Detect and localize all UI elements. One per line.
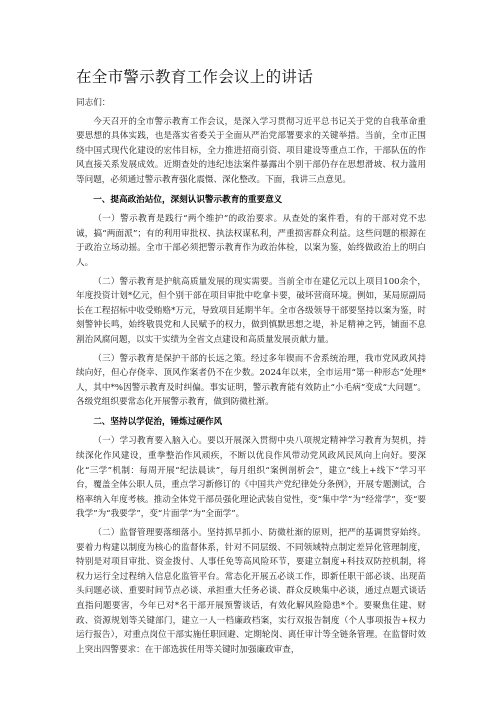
document-body xyxy=(76,96,426,661)
paragraph: （一）学习教育要入脑入心。要以开展深入贯彻中央八项规定精神学习教育为契机，持续深化作风建设，重拳整治作风顽疾，不断以优良作风带动党风政风民风向上向好。要深化“三学”机制：每周开展“纪法晨读”，每月组织“案例剖析会”，建立“线上+线下”学习平台，覆盖全体公职人员，重点学习新修订的《中国共产党纪律处分条例》，开展专题测试，合格率纳入年度考核。推动全体党干部员强化理论武装自觉性，变“集中学”为“经常学”，变“要我学”为“我要学”，变“片面学”为“全面学”。 xyxy=(76,436,426,520)
paragraph: （三）警示教育是保护干部的长远之策。经过多年锲而不舍系统治理，我市党风政风持续向好，但心存侥幸、顶风作案者仍不在少数。2024年以来，全市运用“第一种形态”处理*人，其中*%因警示教育及时纠偏。事实证明，警示教育能有效防止“小毛病”变成“大问题”。各级党组织要常态化开展警示教育，做到防微杜渐。 xyxy=(76,353,426,408)
salutation: 同志们： xyxy=(76,98,111,108)
paragraph: （二）监督管理要落细落小。坚持抓早抓小、防微杜渐的原则，把严的基调贯穿始终。要着力构建以制度为核心的监督体系，针对不同层级、不同领域特点制定差异化管理制度，特别是对项目审批、资金拨付、人事任免等高风险环节，要建立制度+科技双防控机制，将权力运行全过程纳入信息化监管平台。常态化开展五必谈工作，即新任职干部必谈、出现苗头问题必谈、重要时间节点必谈、承担重大任务必谈、群众反映集中必谈，通过点题式谈话直指问题要害，今年已对*名干部开展预警谈话，有效化解风险隐患*个。要聚焦住建、财政、资源规划等关键部门，建立一人一档廉政档案，实行双报告制度（个人事项报告+权力运行报告），对重点岗位干部实施任职回避、定期轮岗、离任审计等全链条管理。在监督时效上突出四警要求：在干部选拔任用等关键时加强廉政审查， xyxy=(76,528,426,655)
section-heading: 二、坚持以学促治，锤炼过硬作风 xyxy=(93,416,223,427)
paragraph: 今天召开的全市警示教育工作会议，是深入学习贯彻习近平总书记关于党的自我革命重要思想的具体实践，也是落实省委关于全面从严治党部署要求的关键举措。当前，全市正围绕中国式现代化建设的宏伟目标，全力推进招商引资、项目建设等重点工作，干部队伍的作风直接关系发展成效。近期查处的违纪违法案件暴露出个别干部仍存在思想滑坡、权力滥用等问题，必须通过警示教育强化震慑、深化整改。下面，我讲三点意见。 xyxy=(76,116,426,185)
paragraph: （二）警示教育是护航高质量发展的现实需要。当前全市在建亿元以上项目100余个，年度投资计划*亿元，但个别干部在项目审批中吃拿卡要，破坏营商环境。例如，某局原副局长在工程招标中收受贿赂*万元，导致项目延期半年。全市各级领导干部要坚持以案为鉴，时刻警钟长鸣，始终敬畏党和人民赋予的权力，做到慎默思想之堤，补足精神之钙，铺面不息割治风腐问题，以实干实绩为全省文点建设和高质量发展贡献力量。 xyxy=(76,276,426,345)
section-heading: 一、提高政治站位，深刻认识警示教育的重要意义 xyxy=(93,194,283,205)
document-blocks xyxy=(76,115,426,658)
document-title: 在全市警示教育工作会议上的讲话 xyxy=(76,68,314,86)
paragraph: （一）警示教育是践行“两个维护”的政治要求。从查处的案件看，有的干部对党不忠诚，搞“两面派”；有的利用审批权、执法权谋私利，严重损害群众利益。这些问题的根源在于政治立场动摇。全市干部必须把警示教育作为政治体检，以案为鉴，始终做政治上的明白人。 xyxy=(76,214,426,268)
